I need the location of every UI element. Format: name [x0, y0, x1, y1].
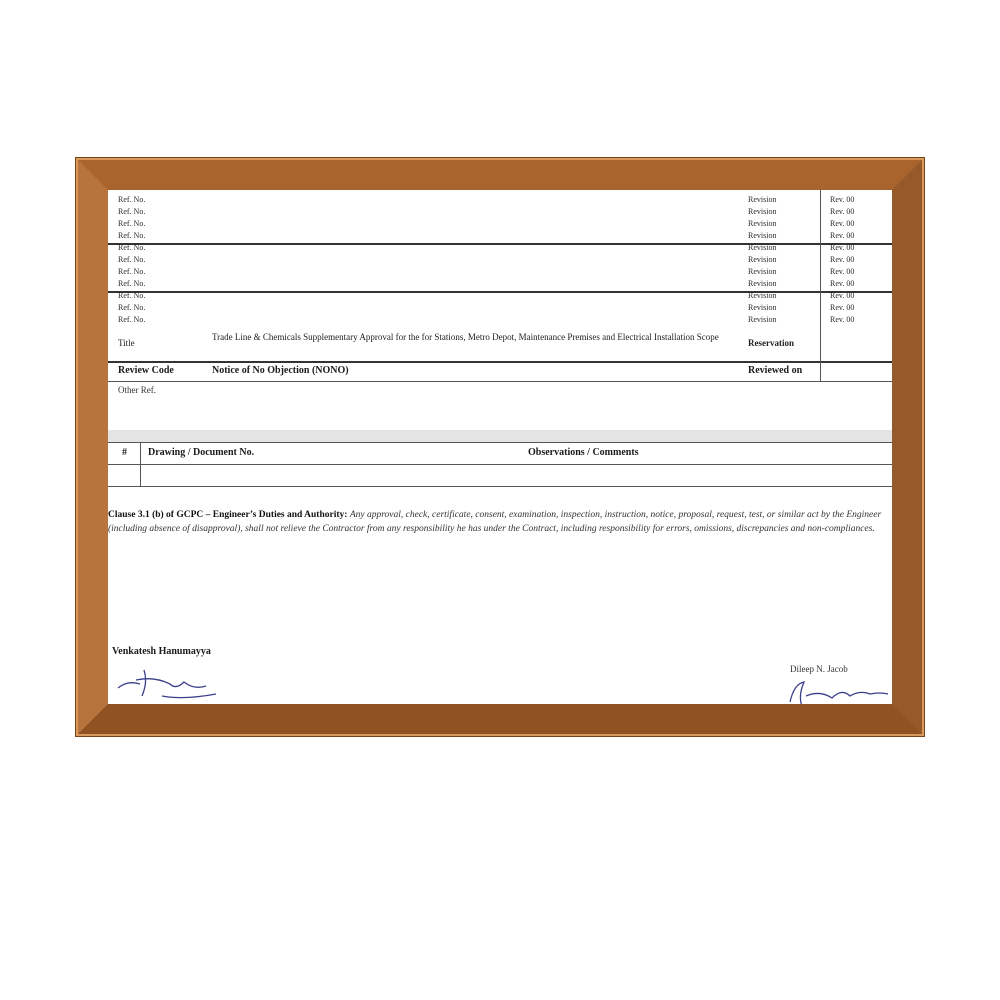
- table-row: [108, 254, 892, 266]
- revision-value: Rev. 00: [830, 315, 855, 324]
- revision-label: Revision: [748, 243, 777, 252]
- table-row: [108, 242, 892, 254]
- revision-value: Rev. 00: [830, 243, 855, 252]
- revision-value: Rev. 00: [830, 231, 855, 240]
- revision-label: Revision: [748, 195, 777, 204]
- clause-text: [108, 508, 892, 536]
- title-label: Title: [118, 338, 135, 348]
- table-row: [108, 194, 892, 206]
- clause-body: Any approval, check, certificate, consent, examination, inspection, instruction, notice, proposal, request, test, or similar act by the Engineer (including absence of disapproval), shall not relieve the Contractor from any responsibility he has under the Contract, including responsibility for errors, omissions, discrepancies and non-compliances.: [108, 510, 882, 534]
- revision-value: Rev. 00: [830, 255, 855, 264]
- reviewed-on-label: Reviewed on: [748, 365, 803, 376]
- divider: [108, 442, 892, 443]
- revision-label: Revision: [748, 219, 777, 228]
- col-observations: Observations / Comments: [528, 447, 639, 458]
- revision-label: Revision: [748, 291, 777, 300]
- scanned-document: [108, 190, 892, 704]
- revision-value: Rev. 00: [830, 207, 855, 216]
- col-number: #: [122, 447, 127, 458]
- revision-label: Revision: [748, 315, 777, 324]
- title-row: [108, 328, 892, 360]
- revision-label: Revision: [748, 267, 777, 276]
- ref-label: Ref. No.: [118, 195, 146, 204]
- revision-value: Rev. 00: [830, 279, 855, 288]
- observations-header: [108, 442, 892, 464]
- review-row: [108, 362, 892, 380]
- title-value: Trade Line & Chemicals Supplementary Approval for the for Stations, Metro Depot, Maintenance Premises and Electrical Installation Scope: [212, 332, 719, 342]
- ref-label: Ref. No.: [118, 255, 146, 264]
- table-row: [108, 266, 892, 278]
- revision-label: Revision: [748, 207, 777, 216]
- revision-label: Revision: [748, 303, 777, 312]
- revision-label: Revision: [748, 279, 777, 288]
- col-drawing: Drawing / Document No.: [148, 447, 255, 458]
- section-band: [108, 430, 892, 442]
- table-row: [108, 302, 892, 314]
- revision-value: Rev. 00: [830, 267, 855, 276]
- revision-value: Rev. 00: [830, 195, 855, 204]
- revision-value: Rev. 00: [830, 303, 855, 312]
- table-row: [108, 206, 892, 218]
- right-signature-icon: [784, 676, 892, 704]
- revision-label: Revision: [748, 231, 777, 240]
- ref-label: Ref. No.: [118, 219, 146, 228]
- revision-label: Revision: [748, 255, 777, 264]
- left-signer-name: Venkatesh Hanumayya: [112, 646, 211, 657]
- revision-value: Rev. 00: [830, 291, 855, 300]
- revision-value: Rev. 00: [830, 219, 855, 228]
- observations-table: [108, 442, 892, 488]
- ref-label: Ref. No.: [118, 207, 146, 216]
- column-divider: [820, 190, 821, 381]
- picture-frame: [76, 158, 924, 736]
- review-code-value: Notice of No Objection (NONO): [212, 365, 349, 376]
- table-row: [108, 290, 892, 302]
- table-row: [108, 314, 892, 326]
- reservation-label: Reservation: [748, 338, 794, 348]
- review-code-label: Review Code: [118, 365, 174, 376]
- ref-label: Ref. No.: [118, 279, 146, 288]
- table-row: [108, 278, 892, 290]
- table-row: [108, 218, 892, 230]
- right-signer-name: Dileep N. Jacob: [790, 664, 848, 674]
- divider: [108, 486, 892, 487]
- other-ref-label: Other Ref.: [118, 385, 156, 395]
- ref-label: Ref. No.: [118, 267, 146, 276]
- ref-label: Ref. No.: [118, 291, 146, 300]
- clause-lead: Clause 3.1 (b) of GCPC – Engineer’s Duties and Authority:: [108, 510, 348, 520]
- ref-label: Ref. No.: [118, 315, 146, 324]
- table-row: [108, 230, 892, 242]
- other-ref-row: [108, 382, 892, 398]
- divider: [108, 464, 892, 465]
- ref-label: Ref. No.: [118, 243, 146, 252]
- left-signature-icon: [114, 666, 224, 702]
- column-divider: [140, 442, 141, 486]
- ref-label: Ref. No.: [118, 303, 146, 312]
- ref-label: Ref. No.: [118, 231, 146, 240]
